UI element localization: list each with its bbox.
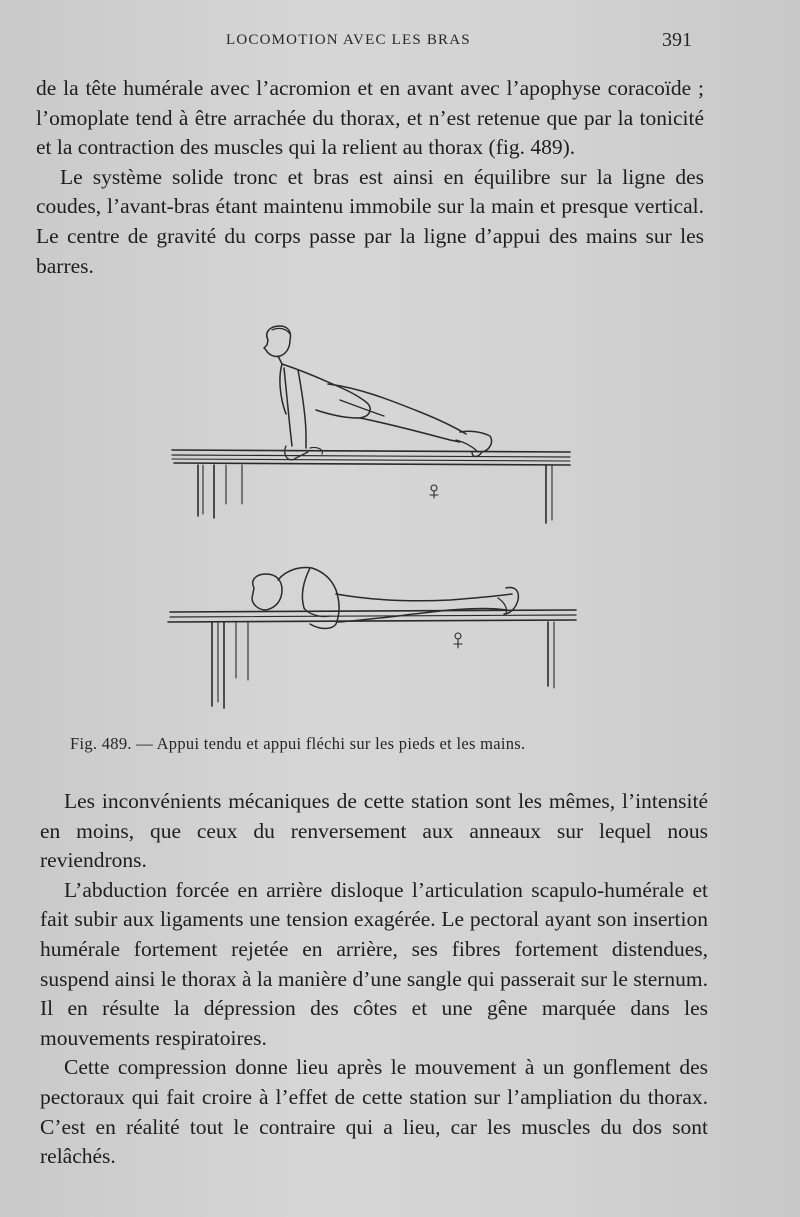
rings-marker-upper — [430, 485, 438, 498]
gymnast-lower — [252, 568, 518, 629]
running-title: LOCOMOTION AVEC LES BRAS — [226, 32, 471, 48]
gymnast-upper — [264, 326, 492, 460]
page-header — [0, 29, 800, 56]
text-block-bottom — [40, 787, 708, 1172]
paragraph: L’abduction forcée en arrière disloque l’articulation scapulo-humérale et fait subir aux ligaments une tension exagérée. Le pectoral ayant son insertion humérale fortement rejetée en arrière, ses fibres fortement distendues, suspend ainsi le thorax à la manière d’une sangle qui passerait sur le sternum. Il en résulte la dépression des côtes et une gêne marquée dans les mouvements respiratoires. — [40, 877, 708, 1050]
gymnast-drawing — [160, 318, 590, 718]
paragraph: Les inconvénients mécaniques de cette station sont les mêmes, l’intensité en moins, que ceux du renversement aux anneaux sur lequel nous reviendrons. — [40, 789, 708, 873]
figure-illustration — [160, 318, 590, 718]
page-number: 391 — [662, 29, 692, 51]
text-block-top — [36, 74, 704, 281]
paragraph: de la tête humérale avec l’acromion et en avant avec l’apophyse coracoïde ; l’omoplate tend à être arrachée du thorax, et n’est retenue que par la tonicité et la contraction des muscles qui la relient au thorax (fig. 489). — [36, 76, 704, 160]
figure-caption: Fig. 489. — Appui tendu et appui fléchi sur les pieds et les mains. — [70, 734, 526, 753]
paragraph: Le système solide tronc et bras est ainsi en équilibre sur la ligne des coudes, l’avant-bras étant maintenu immobile sur la main et presque vertical. Le centre de gravité du corps passe par la ligne d’appui des mains sur les barres. — [36, 164, 704, 278]
parallel-bars-lower — [168, 610, 576, 708]
rings-marker-lower — [454, 633, 462, 648]
paragraph: Cette compression donne lieu après le mouvement à un gonflement des pectoraux qui fait croire à l’effet de cette station sur l’ampliation du thorax. C’est en réalité tout le contraire qui a lieu, car les muscles du dos sont relâchés. — [40, 1055, 708, 1169]
parallel-bars-upper — [172, 450, 570, 523]
